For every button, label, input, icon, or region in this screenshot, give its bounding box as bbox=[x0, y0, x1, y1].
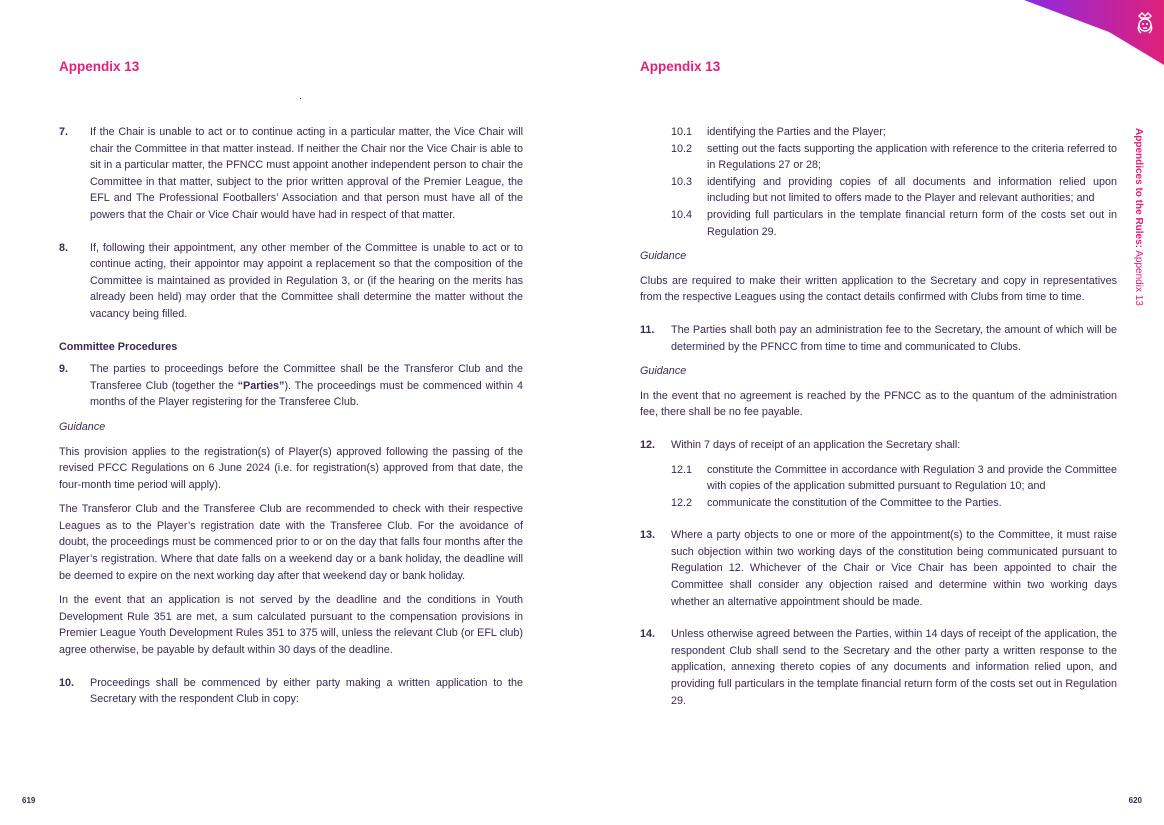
item-text: If the Chair is unable to act or to continue acting in a particular matter, the Vice Chair will chair the Committee in that matter instead. If neither the Chair nor the Vice Chair is able to sit in a particular matter, the PFNCC must appoint another independent person to chair the Committee in that matter, subject to the prior written approval of the Premier League, the EFL and The Professional Footballers’ Association and that person must have all of the powers that the Chair or Vice Chair would have had in respect of that matter. bbox=[90, 126, 523, 221]
defined-term: “Parties” bbox=[237, 379, 285, 392]
sub-item bbox=[671, 174, 1117, 207]
sub-item bbox=[671, 141, 1117, 174]
item-number: 7. bbox=[59, 126, 69, 138]
item-number: 14. bbox=[640, 628, 656, 641]
regulation-10 bbox=[59, 675, 523, 708]
page-number: 620 bbox=[1128, 796, 1142, 805]
regulation-12-sublist bbox=[671, 462, 1117, 512]
item-text: Within 7 days of receipt of an application the Secretary shall: bbox=[671, 438, 961, 451]
sub-item-text: communicate the constitution of the Committee to the Parties. bbox=[707, 496, 1002, 509]
item-text: If, following their appointment, any other member of the Committee is unable to act or to continue acting, their appointor may appoint a replacement so that the composition of the Committee is maintained as provided in Regulation 3, or (if the hearing on the merits has already been held) may order that the Committee shall determine the matter without the vacancy being filled. bbox=[90, 241, 523, 320]
sub-item bbox=[671, 207, 1117, 240]
page-title: Appendix 13 bbox=[640, 59, 721, 74]
sub-item-number: 10.2 bbox=[671, 142, 693, 155]
item-text bbox=[90, 361, 523, 411]
sub-item bbox=[671, 495, 1117, 512]
item-text: The Parties shall both pay an administration fee to the Secretary, the amount of which will be determined by the PFNCC from time to time and communicated to Clubs. bbox=[671, 323, 1117, 353]
sub-item-number: 12.2 bbox=[671, 496, 693, 509]
right-column bbox=[640, 124, 1117, 725]
regulation-14 bbox=[640, 626, 1117, 709]
vertical-section-label bbox=[1130, 128, 1146, 338]
corner-gradient-shape bbox=[1024, 0, 1164, 65]
regulation-10-sublist bbox=[671, 124, 1117, 240]
section-heading: Committee Procedures bbox=[59, 340, 178, 353]
right-page bbox=[582, 0, 1164, 825]
guidance-paragraph: In the event that no agreement is reached by the PFNCC as to the quantum of the administration fee, there shall be no fee payable. bbox=[640, 389, 1117, 419]
regulation-12 bbox=[640, 437, 1117, 454]
guidance-paragraph: The Transferor Club and the Transferee Club are recommended to check with their respective Leagues as to the Player’s registration date with the Transferee Club. For the avoidance of doubt, the proceedings must be commenced prior to or on the day that falls four months after the Player’s registration. Where that date falls on a weekend day or a bank holiday, the deadline will be deemed to expire on the next working day after that weekend day or bank holiday. bbox=[59, 503, 523, 582]
page-number: 619 bbox=[22, 796, 36, 805]
sub-item-number: 12.1 bbox=[671, 463, 693, 476]
item-number: 9. bbox=[59, 363, 69, 376]
item-number: 10. bbox=[59, 676, 75, 689]
item-text: Where a party objects to one or more of the appointment(s) to the Committee, it must raise such objection within two working days of the constitution being communicated pursuant to Regulation 12. Whichever of the Chair or Vice Chair has been appointed to chair the Committee shall consider any objection raised and determine within two working days whether an alternative appointment should be made. bbox=[671, 529, 1117, 608]
sub-item-text: identifying the Parties and the Player; bbox=[707, 126, 886, 138]
item-number: 8. bbox=[59, 241, 69, 254]
regulation-9 bbox=[59, 361, 523, 411]
sub-item-number: 10.3 bbox=[671, 175, 693, 188]
regulation-7 bbox=[59, 124, 523, 224]
guidance-paragraph: In the event that an application is not served by the deadline and the conditions in Youth Development Rule 351 are met, a sum calculated pursuant to the compensation provisions in Premier League Youth Development Rules 351 to 375 will, unless the relevant Club (or EFL club) agree otherwise, be payable by default within 30 days of the deadline. bbox=[59, 594, 523, 657]
stray-dot bbox=[300, 98, 301, 99]
guidance-label: Guidance bbox=[59, 420, 106, 433]
vertical-label-light: Appendix 13 bbox=[1133, 248, 1144, 306]
sub-item-text: setting out the facts supporting the application with reference to the criteria referred to in Regulations 27 or 28; bbox=[707, 142, 1117, 172]
text-part: The parties to proceedings before the Committee shall be the Transferor Club and the Transferee Club (together the bbox=[90, 363, 523, 392]
page-title: Appendix 13 bbox=[59, 59, 140, 74]
item-text: Unless otherwise agreed between the Parties, within 14 days of receipt of the application, the respondent Club shall send to the Secretary and the other party a written response to the application, annexing thereto copies of any documents and information relied upon, and providing full particulars in the template financial return form of the costs set out in Regulation 29. bbox=[671, 628, 1117, 707]
item-number: 12. bbox=[640, 438, 656, 451]
vertical-label-bold: Appendices to the Rules: bbox=[1133, 128, 1144, 249]
guidance-paragraph: Clubs are required to make their written application to the Secretary and copy in representatives from the respective Leagues using the contact details confirmed with Clubs from time to time. bbox=[640, 274, 1117, 304]
sub-item-text: identifying and providing copies of all documents and information relied upon including but not limited to offers made to the Player and relevant authorities; and bbox=[707, 175, 1117, 205]
item-text: Proceedings shall be commenced by either party making a written application to the Secretary with the respondent Club in copy: bbox=[90, 676, 523, 706]
text-part: ). The proceedings must be commenced within 4 months of the Player registering for the Transferee Club. bbox=[90, 379, 524, 409]
sub-item-text: providing full particulars in the template financial return form of the costs set out in Regulation 29. bbox=[707, 208, 1117, 238]
item-number: 13. bbox=[640, 529, 656, 542]
sub-item bbox=[671, 124, 1117, 141]
guidance-label: Guidance bbox=[640, 250, 687, 263]
regulation-11 bbox=[640, 322, 1117, 355]
regulation-8 bbox=[59, 240, 523, 323]
sub-item bbox=[671, 462, 1117, 495]
guidance-label: Guidance bbox=[640, 365, 687, 378]
corner-brand-graphic bbox=[1014, 0, 1164, 70]
guidance-paragraph: This provision applies to the registration(s) of Player(s) approved following the passing of the revised PFCC Regulations on 6 June 2024 (i.e. for registration(s) approved from that date, the four-month time period will apply). bbox=[59, 445, 523, 491]
regulation-13 bbox=[640, 527, 1117, 610]
item-number: 11. bbox=[640, 323, 655, 336]
left-column bbox=[59, 124, 523, 724]
sub-item-text: constitute the Committee in accordance with Regulation 3 and provide the Committee with copies of the application submitted pursuant to Regulation 10; and bbox=[707, 463, 1117, 493]
sub-item-number: 10.4 bbox=[671, 208, 693, 221]
vertical-label-text bbox=[1133, 128, 1144, 306]
sub-item-number: 10.1 bbox=[671, 126, 693, 138]
